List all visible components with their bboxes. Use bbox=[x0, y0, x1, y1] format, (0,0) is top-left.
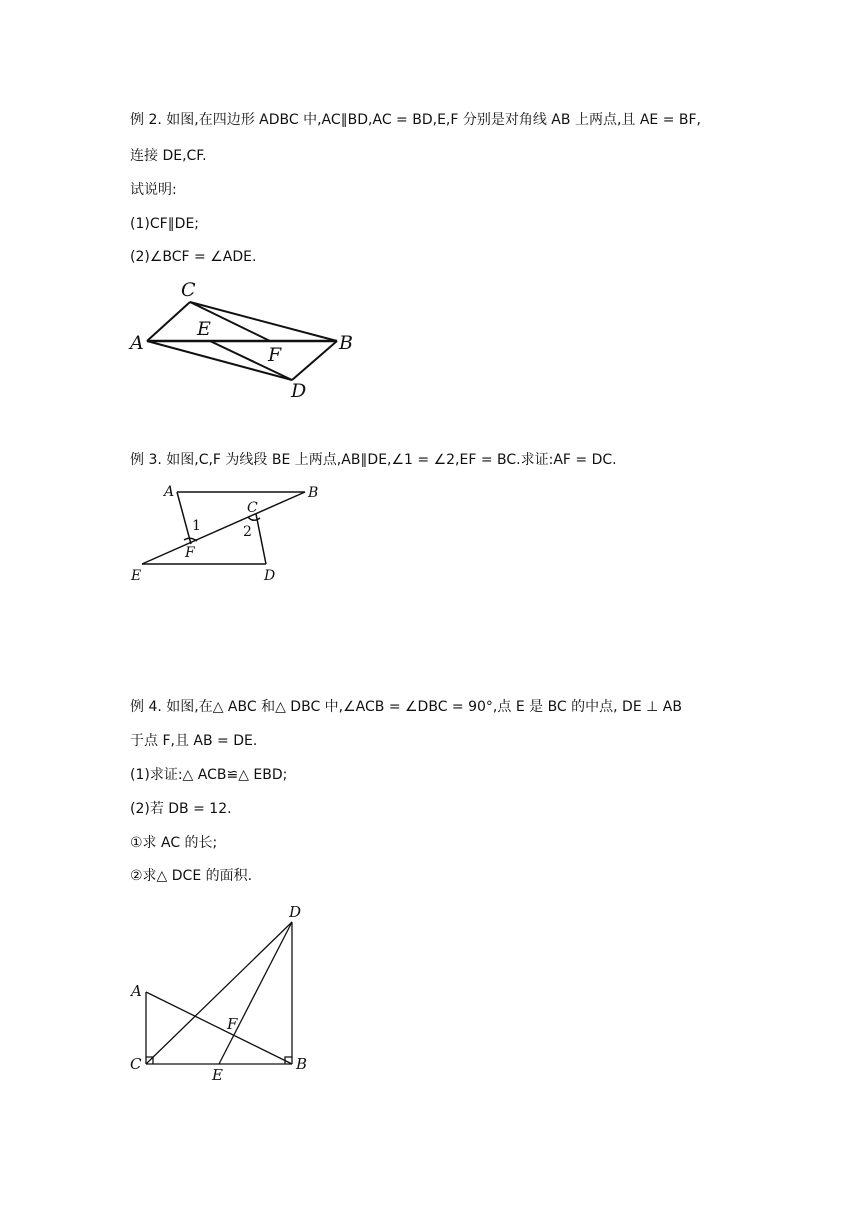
example2-line1: 例 2. 如图,在四边形 ADBC 中,AC∥BD,AC = BD,E,F 分别是对角线 AB 上两点,且 AE = BF, bbox=[130, 112, 702, 128]
ex3-label-F: F bbox=[185, 545, 195, 561]
segment-ED bbox=[219, 922, 292, 1064]
example2-line3: 试说明: bbox=[130, 182, 177, 198]
example3-line1: 例 3. 如图,C,F 为线段 BE 上两点,AB∥DE,∠1 = ∠2,EF = BC.求证:AF = DC. bbox=[130, 452, 617, 468]
ex2-label-D: D bbox=[291, 380, 307, 402]
ex3-label-C: C bbox=[247, 500, 258, 516]
ex3-label-B: B bbox=[308, 485, 319, 501]
ex3-label-angle1: 1 bbox=[192, 518, 201, 534]
ex4-label-C: C bbox=[130, 1055, 142, 1073]
ex3-label-angle2: 2 bbox=[243, 524, 252, 540]
example2-line2: 连接 DE,CF. bbox=[130, 148, 207, 164]
ex2-label-F: F bbox=[268, 344, 282, 366]
ex2-label-A: A bbox=[130, 332, 144, 354]
ex3-label-E: E bbox=[131, 568, 142, 584]
right-angle-C bbox=[146, 1057, 153, 1064]
example4-part2-q2: ②求△ DCE 的面积. bbox=[130, 868, 253, 884]
segment-CB bbox=[190, 302, 337, 341]
segment-AD bbox=[147, 341, 292, 380]
segment-AC bbox=[147, 302, 190, 341]
example4-line2: 于点 F,且 AB = DE. bbox=[130, 733, 258, 749]
ex2-label-E: E bbox=[197, 318, 211, 340]
example4-part1: (1)求证:△ ACB≌△ EBD; bbox=[130, 767, 288, 783]
right-angle-B bbox=[285, 1057, 292, 1064]
example2-figure bbox=[147, 302, 337, 380]
example4-figure bbox=[146, 922, 292, 1064]
example3-figure bbox=[142, 492, 305, 564]
example4-line1: 例 4. 如图,在△ ABC 和△ DBC 中,∠ACB = ∠DBC = 90°,点 E 是 BC 的中点, DE ⊥ AB bbox=[130, 699, 682, 715]
example2-part2: (2)∠BCF = ∠ADE. bbox=[130, 249, 257, 265]
ex2-label-C: C bbox=[181, 279, 196, 301]
ex2-label-B: B bbox=[339, 332, 353, 354]
example2-part1: (1)CF∥DE; bbox=[130, 216, 200, 232]
segment-AF bbox=[177, 492, 191, 544]
segment-CF bbox=[190, 302, 270, 341]
ex4-label-B: B bbox=[296, 1055, 308, 1073]
segment-CD bbox=[256, 514, 266, 564]
ex3-label-D: D bbox=[264, 568, 276, 584]
segment-CD bbox=[146, 922, 292, 1064]
ex3-label-A: A bbox=[164, 484, 175, 500]
angle2-arc bbox=[248, 517, 260, 520]
ex4-label-E: E bbox=[212, 1066, 223, 1084]
segment-AB bbox=[146, 992, 292, 1064]
angle1-arc bbox=[184, 538, 197, 541]
example4-part2: (2)若 DB = 12. bbox=[130, 801, 232, 817]
ex4-label-F: F bbox=[227, 1015, 238, 1033]
segment-EB bbox=[142, 492, 305, 564]
ex4-label-D: D bbox=[289, 903, 302, 921]
ex4-label-A: A bbox=[131, 982, 142, 1000]
segment-ED bbox=[210, 341, 292, 380]
example4-part2-q1: ①求 AC 的长; bbox=[130, 835, 218, 851]
segment-BD bbox=[292, 341, 337, 380]
